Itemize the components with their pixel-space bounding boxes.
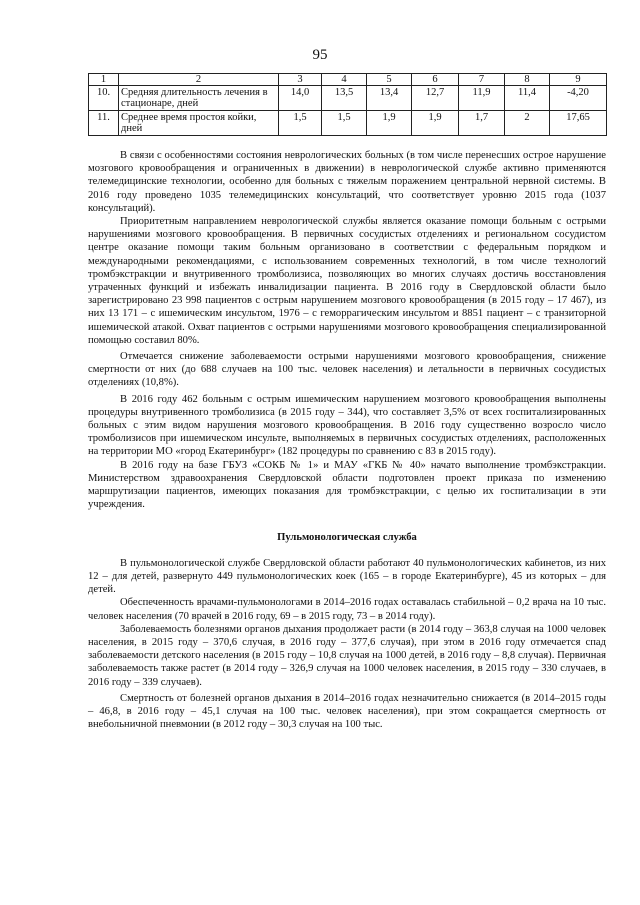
paragraph: В 2016 году на базе ГБУЗ «СОКБ № 1» и МАУ «ГКБ № 40» начато выполнение тромбэкстракции. Министерством здравоохранения Свердловской области подготовлен проект приказа по изменению маршрутизации пациентов, имеющих показания для тромбэкстракции, с целью их госпитализации в эти учреждения. [88,459,606,511]
table-cell: Средняя длительность лечения в стационаре, дней [119,86,279,111]
table-cell: Среднее время простоя койки, дней [119,111,279,136]
table-cell: 13,5 [322,86,367,111]
paragraph: В связи с особенностями состояния неврологических больных (в том числе перенесших острое нарушение мозгового кровообращения и ограниченных в движении) в неврологической службе активно применяются телемедицинские технологии, особенно для больных с тяжелым поражением центральной нервной системы. В 2016 году проведено 1035 телемедицинских консультаций, что соответствует уровню 2015 года (1037 консультаций). [88,150,606,214]
table-cell: 2 [505,111,550,136]
paragraph: Смертность от болезней органов дыхания в 2014–2016 годах незначительно снижается (в 2014–2015 годы – 46,8, в 2016 году – 45,1 случая на 100 тыс. человек населения), при этом сокращается смертность от внебольничной пневмонии (в 2012 году – 30,3 случая на 100 тыс. [88,692,606,731]
table-cell: 17,65 [550,111,607,136]
table-header-cell: 4 [322,74,367,86]
table-cell: 11,4 [505,86,550,111]
paragraph: Приоритетным направлением неврологической службы является оказание помощи больным с острыми нарушениями мозгового кровообращения. В первичных сосудистых отделениях и региональном сосудистом центре оказание помощи таким больным организовано в соответствии с федеральным порядком и международными рекомендациями, с использованием современных технологий, в том числе технологий тромбэкстракции и внутривенного тромболизиса, позволяющих во многих случаях достичь восстановления утраченных функций и избежать инвалидизации пациента. В 2016 году в Свердловской области было зарегистрировано 23 998 пациентов с острым нарушением мозгового кровообращения (в 2015 году – 17 467), из них 13 171 – с ишемическим инсультом, 1976 – с геморрагическим инсультом и 8851 пациент – с транзиторной ишемической атакой. Охват пациентов с острыми нарушениями мозгового кровообращения специализированной помощью составил 80%. [88,216,606,346]
table-cell: 11. [89,111,119,136]
table-cell: 11,9 [459,86,505,111]
table-cell: 14,0 [279,86,322,111]
paragraph: Заболеваемость болезнями органов дыхания продолжает расти (в 2014 году – 363,8 случая на 1000 человек населения, в 2015 году – 370,6 случая, в 2016 году – 377,6 случая), при этом в 2016 году отмечается спад заболеваемости детского населения (в 2015 году – 10,8 случая на 1000 детей, в 2016 году – 8,8 случая). Первичная заболеваемость также растет (в 2014 году – 326,9 случая на 1000 человек населения, в 2015 году – 330 случаев, в 2016 году – 339 случаев). [88,623,606,688]
page-number: 95 [312,47,328,63]
table-cell: 10. [89,86,119,111]
table-header-cell: 8 [505,74,550,86]
table-cell: 12,7 [412,86,459,111]
document-body [88,149,606,731]
table-cell: -4,20 [550,86,607,111]
table-row [89,86,607,111]
table-header-cell: 1 [89,74,119,86]
table-header-cell: 9 [550,74,607,86]
table-header-cell: 6 [412,74,459,86]
table-header-cell: 7 [459,74,505,86]
paragraph: В пульмонологической службе Свердловской области работают 40 пульмонологических кабинетов, из них 12 – для детей, развернуто 449 пульмонологических коек (165 – в городе Екатеринбурге), 45 из которых – для детей. [88,557,606,596]
table-header-cell: 2 [119,74,279,86]
table-cell: 1,5 [279,111,322,136]
table-header-cell: 5 [367,74,412,86]
section-title: Пульмонологическая служба [277,532,417,544]
table-cell: 1,9 [412,111,459,136]
paragraph: Отмечается снижение заболеваемости острыми нарушениями мозгового кровообращения, снижение смертности от них (до 688 случаев на 100 тыс. человек населения) и летальности в первичных сосудистых отделениях (10,8%). [88,351,606,389]
table-header-row [89,74,607,86]
paragraph: В 2016 году 462 больным с острым ишемическим нарушением мозгового кровообращения выполнены процедуры внутривенного тромболизиса (в 2015 году – 344), что составляет 3,5% от всех госпитализированных больных с этим видом нарушения мозгового кровообращения. В 2016 году существенно возросло число тромболизисов при ишемическом инсульте, выполняемых в первичных сосудистых отделениях, расположенных на территории МО «город Екатеринбург» (182 процедуры по сравнению с 83 в 2015 году). [88,393,606,458]
table-cell: 1,7 [459,111,505,136]
statistics-table [88,73,607,136]
table-cell: 1,5 [322,111,367,136]
paragraph: Обеспеченность врачами-пульмонологами в 2014–2016 годах оставалась стабильной – 0,2 врача на 10 тыс. человек населения (70 врачей в 2016 году, 69 – в 2015 году, 73 – в 2014 году). [88,597,606,622]
table-header-cell: 3 [279,74,322,86]
table-cell: 1,9 [367,111,412,136]
table-cell: 13,4 [367,86,412,111]
table-row [89,111,607,136]
